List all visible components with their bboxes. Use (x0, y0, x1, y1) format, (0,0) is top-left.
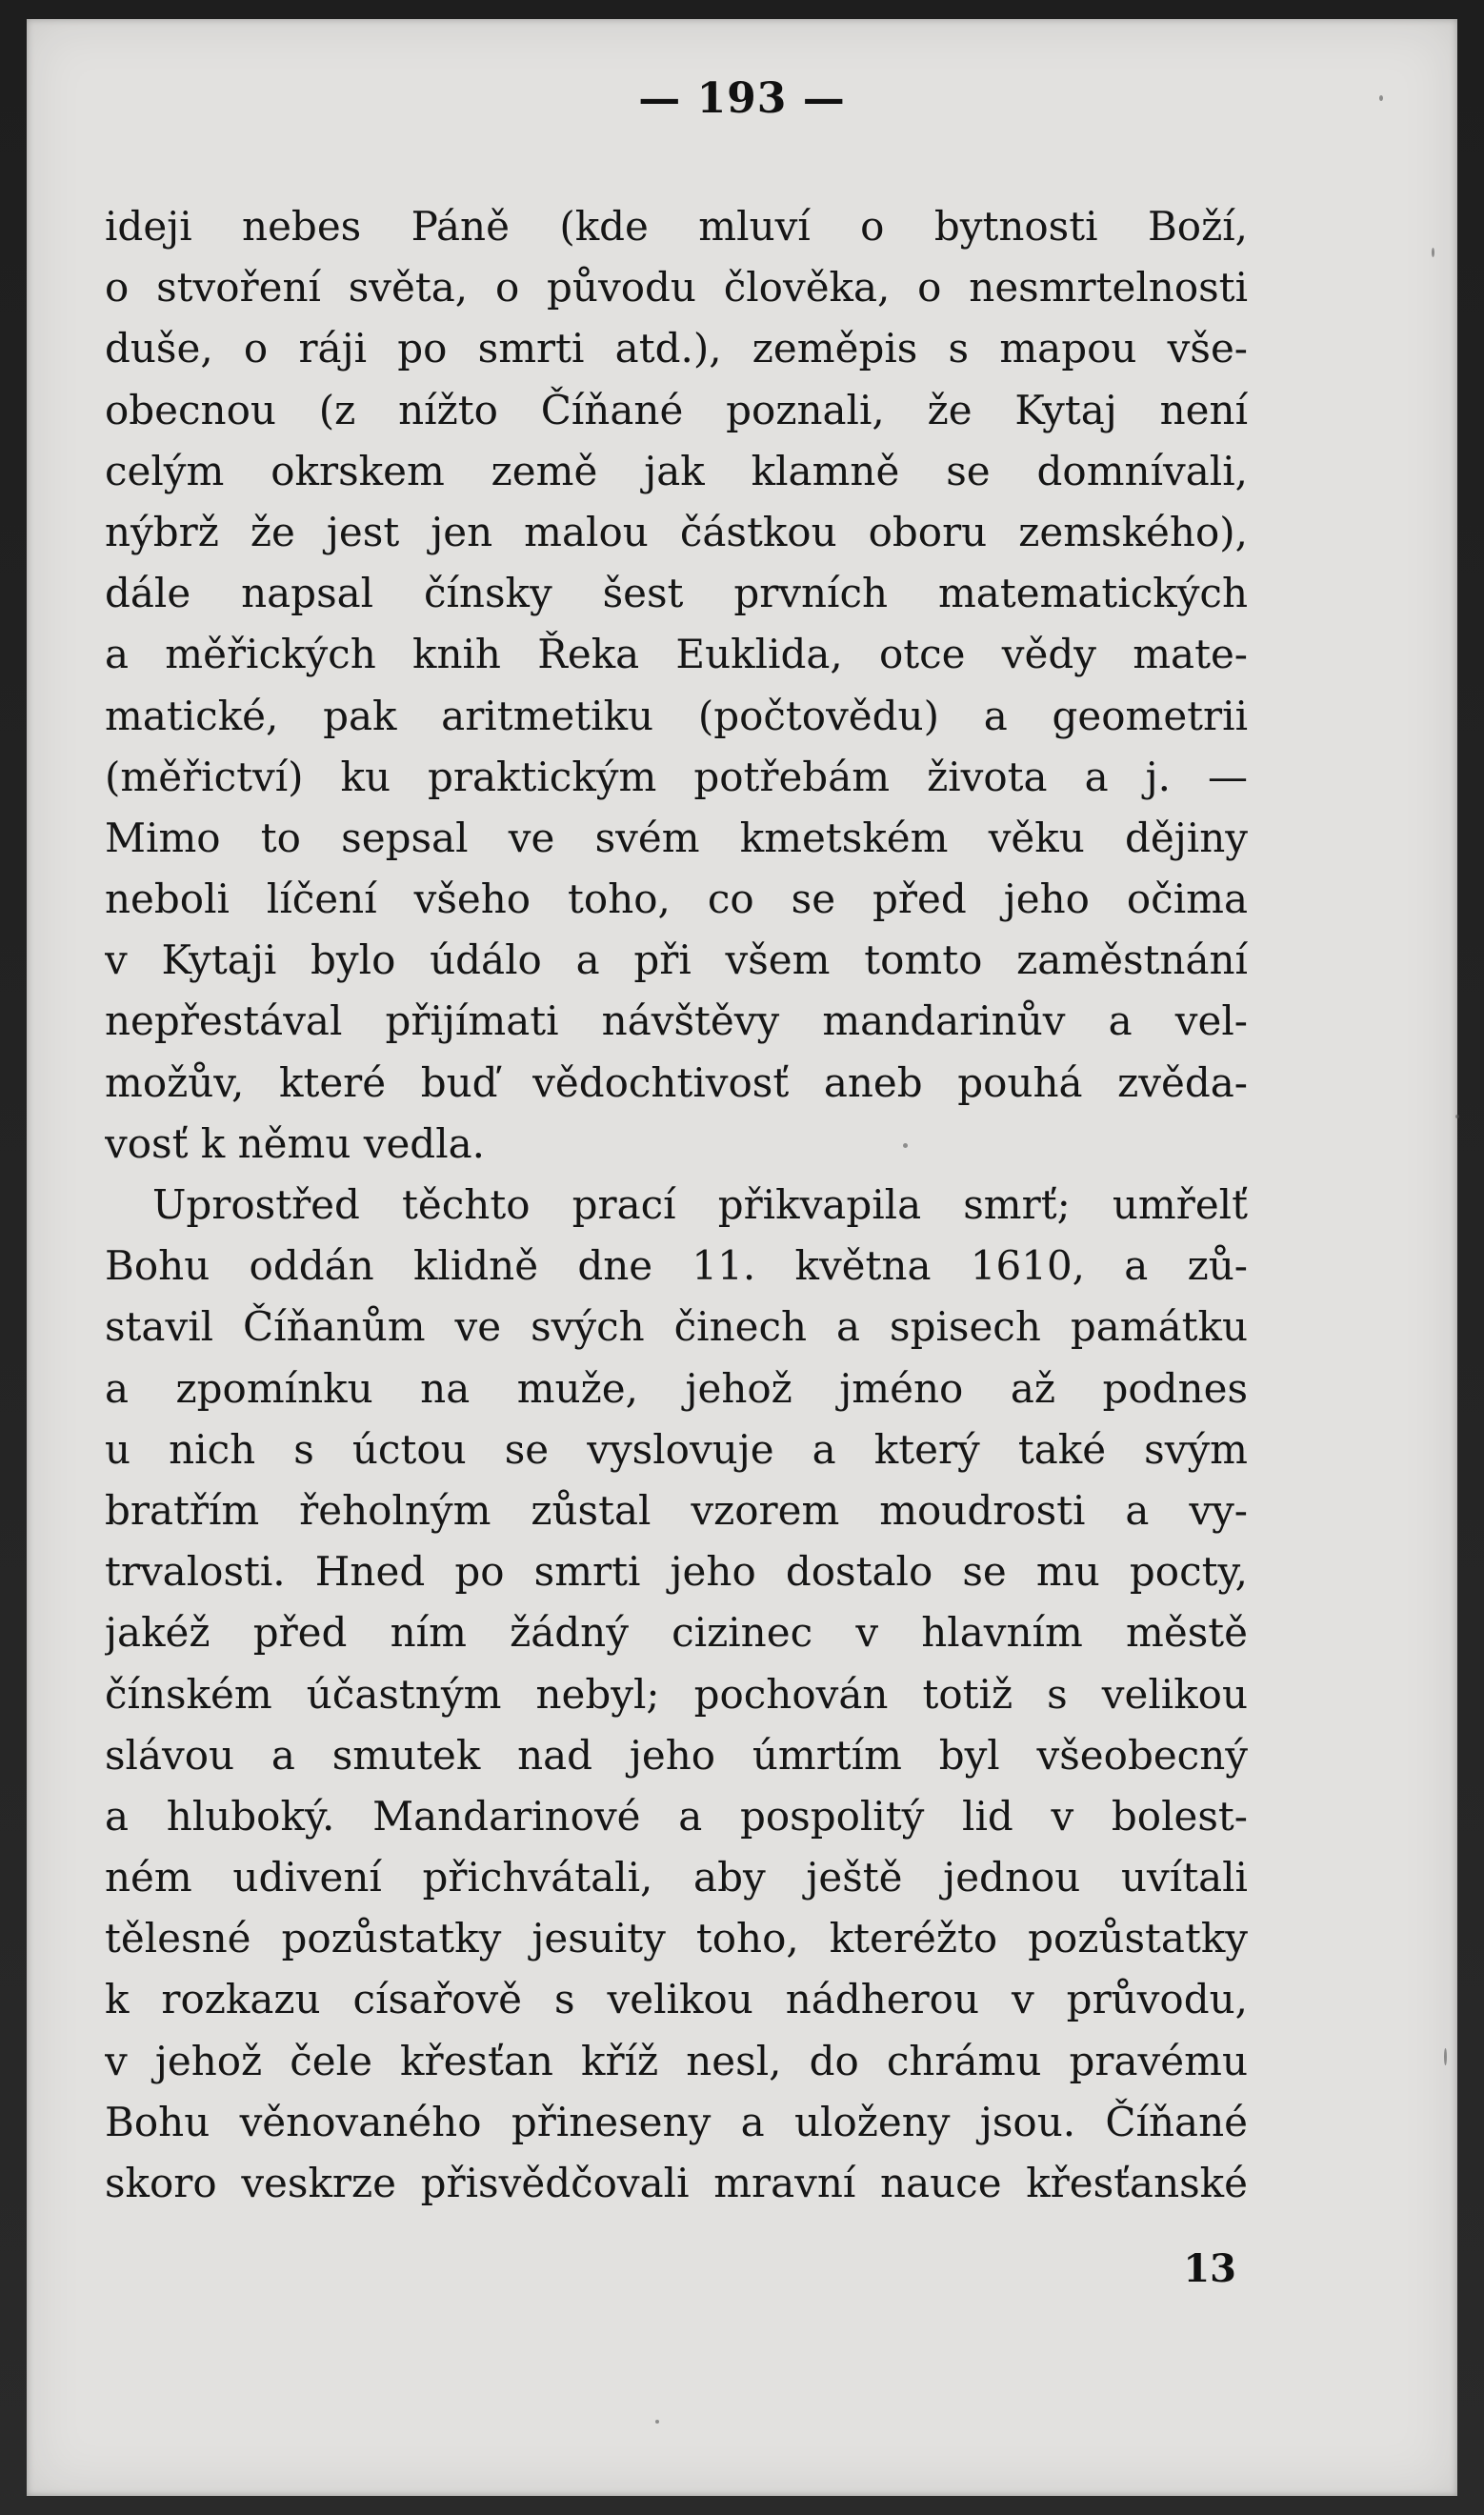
text-line: skoro veskrze přisvědčovali mravní nauce křesťanské (105, 2160, 1248, 2206)
text-line: Mimo to sepsal ve svém kmetském věku dějiny (105, 814, 1248, 861)
text-line: celým okrskem země jak klamně se domnívali, (105, 447, 1248, 494)
text-line: a měřických knih Řeka Euklida, otce vědy mate- (105, 631, 1248, 678)
text-line: (měřictví) ku praktickým potřebám života a j. — (105, 753, 1248, 800)
text-line: a hluboký. Mandarinové a pospolitý lid v bolest- (105, 1792, 1248, 1840)
text-line: možův, které buď vědochtivosť aneb pouhá zvěda- (105, 1058, 1248, 1106)
paragraph-start-line: Uprostřed těchto prací přikvapila smrť; umřelť (152, 1181, 1248, 1228)
signature-mark: 13 (1183, 2246, 1236, 2291)
scan-speck (1455, 1115, 1459, 1118)
text-line: k rozkazu císařově s velikou nádherou v průvodu, (105, 1976, 1248, 2023)
text-line: duše, o ráji po smrti atd.), zeměpis s mapou vše- (105, 325, 1248, 372)
text-line: bratřím řeholným zůstal vzorem moudrosti a vy- (105, 1486, 1248, 1534)
text-line: slávou a smutek nad jeho úmrtím byl všeobecný (105, 1731, 1248, 1779)
text-line: nýbrž že jest jen malou částkou oboru zemského), (105, 508, 1248, 555)
body-text (105, 196, 1248, 2214)
text-line: u nich s úctou se vyslovuje a který také svým (105, 1425, 1248, 1473)
page-number: — 193 — (638, 74, 846, 123)
text-line: o stvoření světa, o původu člověka, o nesmrtelnosti (105, 264, 1248, 312)
scan-speck (1432, 248, 1434, 257)
text-line: neboli líčení všeho toho, co se před jeho očima (105, 875, 1248, 923)
text-line: v Kytaji bylo údálo a při všem tomto zaměstnání (105, 936, 1248, 984)
text-line: ideji nebes Páně (kde mluví o bytnosti Boží, (105, 203, 1248, 250)
text-line: a zpomínku na muže, jehož jméno až podnes (105, 1364, 1248, 1412)
scan-speck (903, 1143, 908, 1148)
text-line: stavil Číňanům ve svých činech a spisech památku (105, 1303, 1248, 1351)
text-line: dále napsal čínsky šest prvních matematických (105, 570, 1248, 617)
text-line: matické, pak aritmetiku (počtovědu) a geometrii (105, 692, 1248, 739)
text-line: Bohu věnovaného přineseny a uloženy jsou. Číňané (105, 2098, 1248, 2145)
text-line: obecnou (z nížto Číňané poznali, že Kytaj není (105, 386, 1248, 433)
text-line: vosť k němu vedla. (105, 1119, 486, 1167)
text-line: ném udivení přichvátali, aby ještě jednou uvítali (105, 1854, 1248, 1901)
text-line: nepřestával přijímati návštěvy mandarinův a vel- (105, 997, 1248, 1045)
text-line: v jehož čele křesťan kříž nesl, do chrámu pravému (105, 2037, 1248, 2084)
text-line: jakéž před ním žádný cizinec v hlavním městě (105, 1609, 1248, 1657)
text-line: Bohu oddán klidně dne 11. května 1610, a zů- (105, 1242, 1248, 1290)
text-line: trvalosti. Hned po smrti jeho dostalo se mu pocty, (105, 1548, 1248, 1596)
text-line: tělesné pozůstatky jesuity toho, kteréžto pozůstatky (105, 1915, 1248, 1962)
text-line: čínském účastným nebyl; pochován totiž s velikou (105, 1670, 1248, 1718)
scan-speck (1379, 95, 1383, 101)
scan-speck (1444, 2048, 1447, 2065)
scan-speck (655, 2420, 659, 2424)
book-page (27, 19, 1457, 2496)
